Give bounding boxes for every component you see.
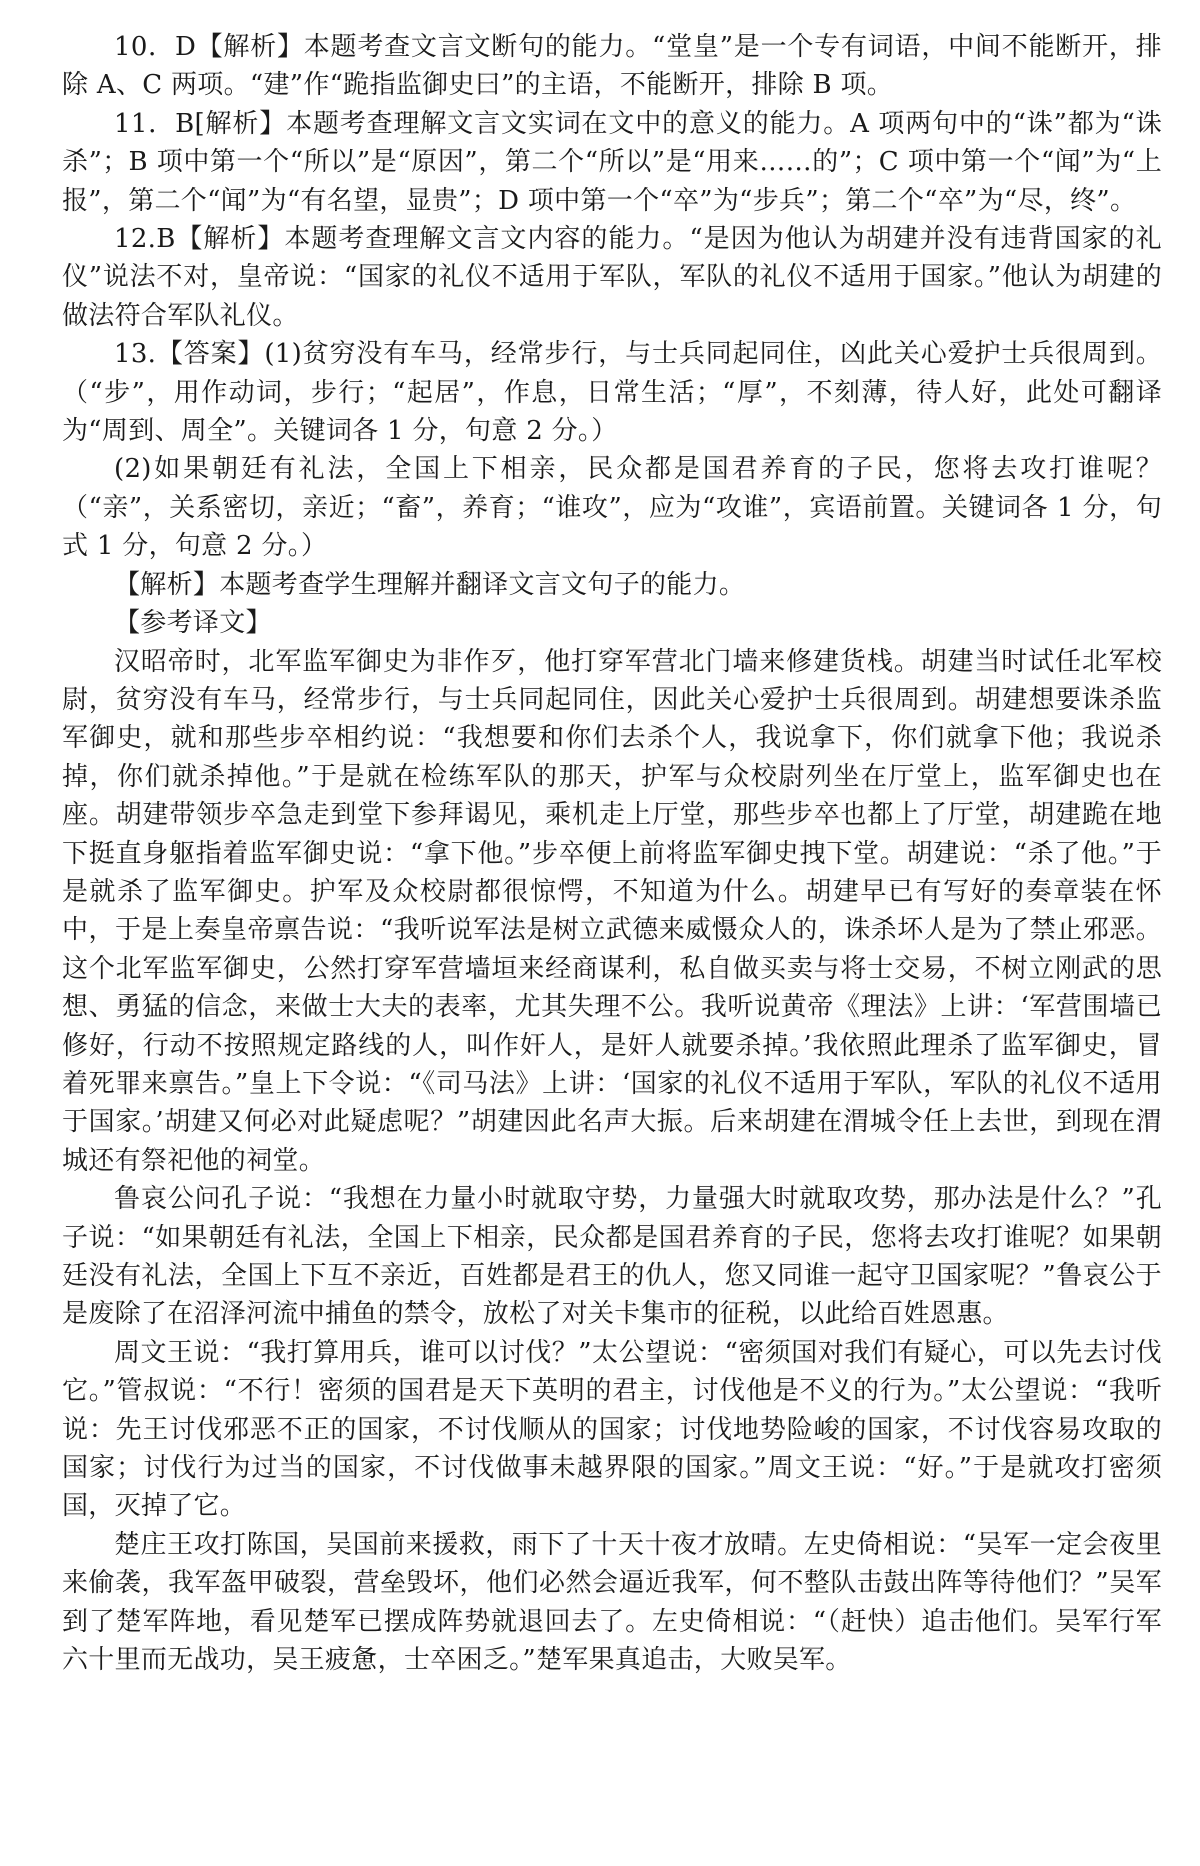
answer-11-paragraph: 11．B[解析】本题考查理解文言文实词在文中的意义的能力。A 项两句中的“诛”都为“诛杀”；B 项中第一个“所以”是“原因”，第二个“所以”是“用来……的”；C 项中第一个“闻”为“上报”，第二个“闻”为“有名望，显贵”；D 项中第一个“卒”为“步兵”；第二个“卒”为“尽，终”。 xyxy=(62,108,1162,216)
translation-zhou-wen-wang-paragraph: 周文王说：“我打算用兵，谁可以讨伐？”太公望说：“密须国对我们有疑心，可以先去讨伐它。”管叔说：“不行！密须的国君是天下英明的君主，讨伐他是不义的行为。”太公望说：“我听说：先王讨伐邪恶不正的国家，不讨伐顺从的国家；讨伐地势险峻的国家，不讨伐容易攻取的国家；讨伐行为过当的国家，不讨伐做事未越界限的国家。”周文王说：“好。”于是就攻打密须国，灭掉了它。 xyxy=(62,1337,1162,1522)
reference-translation-heading: 【参考译文】 xyxy=(114,608,272,639)
translation-hu-jian-paragraph: 汉昭帝时，北军监军御史为非作歹，他打穿军营北门墙来修建货栈。胡建当时试任北军校尉，贫穷没有车马，经常步行，与士兵同起同住，因此关心爱护士兵很周到。胡建想要诛杀监军御史，就和那些步卒相约说：“我想要和你们去杀个人，我说拿下，你们就拿下他；我说杀掉，你们就杀掉他。”于是就在检练军队的那天，护军与众校尉列坐在厅堂上，监军御史也在座。胡建带领步卒急走到堂下参拜谒见，乘机走上厅堂，那些步卒也都上了厅堂，胡建跪在地下挺直身躯指着监军御史说：“拿下他。”步卒便上前将监军御史拽下堂。胡建说：“杀了他。”于是就杀了监军御史。护军及众校尉都很惊愕，不知道为什么。胡建早已有写好的奏章装在怀中，于是上奏皇帝禀告说：“我听说军法是树立武德来威慑众人的，诛杀坏人是为了禁止邪恶。这个北军监军御史，公然打穿军营墙垣来经商谋利，私自做买卖与将士交易，不树立刚武的思想、勇猛的信念，来做士大夫的表率，尤其失理不公。我听说黄帝《理法》上讲：‘军营围墙已修好，行动不按照规定路线的人，叫作奸人，是奸人就要杀掉。’我依照此理杀了监军御史，冒着死罪来禀告。”皇上下令说：“《司马法》上讲：‘国家的礼仪不适用于军队，军队的礼仪不适用于国家。’胡建又何必对此疑虑呢？”胡建因此名声大振。后来胡建在渭城令任上去世，到现在渭城还有祭祀他的祠堂。 xyxy=(62,646,1162,1176)
translation-chu-zhuang-wang-paragraph: 楚庄王攻打陈国，吴国前来援救，雨下了十天十夜才放晴。左史倚相说：“吴军一定会夜里来偷袭，我军盔甲破裂，营垒毁坏，他们必然会逼近我军，何不整队击鼓出阵等待他们？”吴军到了楚军阵地，看见楚军已摆成阵势就退回去了。左史倚相说：“（赶快）追击他们。吴军行军六十里而无战功，吴王疲惫，士卒困乏。”楚军果真追击，大败吴军。 xyxy=(62,1529,1162,1676)
answer-explanation-page xyxy=(62,28,1162,1679)
answer-13-part2-paragraph: (2)如果朝廷有礼法，全国上下相亲，民众都是国君养育的子民，您将去攻打谁呢？（“亲”，关系密切，亲近；“畜”，养育；“谁攻”，应为“攻谁”，宾语前置。关键词各 1 分，句式 1 分，句意 2 分。） xyxy=(62,454,1162,562)
translation-lu-ai-gong-paragraph: 鲁哀公问孔子说：“我想在力量小时就取守势，力量强大时就取攻势，那办法是什么？”孔子说：“如果朝廷有礼法，全国上下相亲，民众都是国君养育的子民，您将去攻打谁呢？如果朝廷没有礼法，全国上下互不亲近，百姓都是君王的仇人，您又同谁一起守卫国家呢？”鲁哀公于是废除了在沼泽河流中捕鱼的禁令，放松了对关卡集市的征税，以此给百姓恩惠。 xyxy=(62,1184,1162,1330)
analysis-paragraph: 【解析】本题考查学生理解并翻译文言文句子的能力。 xyxy=(114,569,746,600)
answer-13-part1-paragraph: 13.【答案】(1)贫穷没有车马，经常步行，与士兵同起同住，凶此关心爱护士兵很周到。（“步”，用作动词，步行；“起居”，作息，日常生活；“厚”，不刻薄，待人好，此处可翻译为“周到、周全”。关键词各 1 分，句意 2 分。） xyxy=(62,339,1162,447)
answer-12-paragraph: 12.B【解析】本题考查理解文言文内容的能力。“是因为他认为胡建并没有违背国家的礼仪”说法不对，皇帝说：“国家的礼仪不适用于军队，军队的礼仪不适用于国家。”他认为胡建的做法符合军队礼仪。 xyxy=(62,224,1162,331)
answer-10-paragraph: 10．D【解析】本题考查文言文断句的能力。“堂皇”是一个专有词语，中间不能断开，排除 A、C 两项。“建”作“跪指监御史曰”的主语，不能断开，排除 B 项。 xyxy=(62,32,1162,101)
